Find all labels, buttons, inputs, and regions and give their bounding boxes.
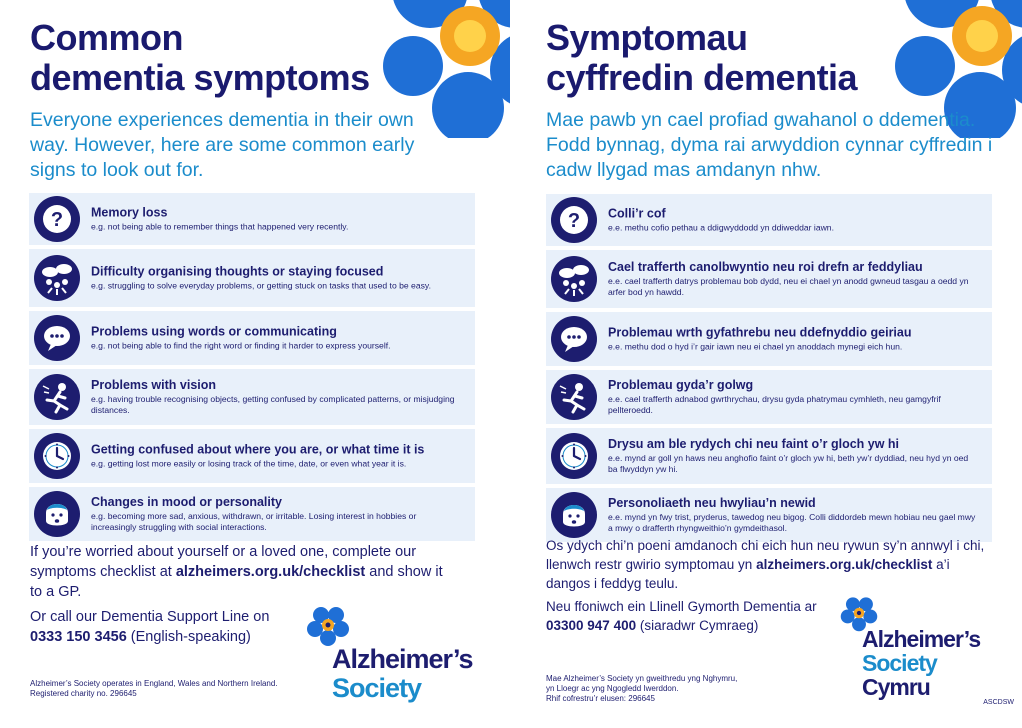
symptom-title: Personoliaeth neu hwyliau’n newid: [608, 496, 816, 510]
checklist-post: a’i dangos i feddyg teulu.: [546, 557, 950, 591]
symptom-row-organising: [546, 250, 992, 308]
logo-word-cymru: Cymru: [862, 674, 930, 700]
symptom-row-time: [29, 429, 475, 483]
symptom-desc: e.e. methu dod o hyd i’r gair iawn neu ei chael yn anoddach mynegi eich hun.: [608, 341, 903, 352]
checklist-post: and show it to a GP.: [30, 564, 443, 600]
forget-me-not-logo-icon: [305, 602, 351, 648]
symptom-row-words: [29, 311, 475, 365]
symptom-desc: e.g. having trouble recognising objects, getting confused by complicated patterns, or misjudging distances.: [91, 394, 455, 415]
support-line-number[interactable]: 03300 947 400: [546, 618, 637, 633]
symptom-title: Colli’r cof: [608, 206, 666, 221]
reference-code: ASCDSW: [983, 699, 1014, 706]
worried-face-icon: [551, 492, 597, 538]
symptom-desc: e.g. becoming more sad, anxious, withdrawn, or irritable. Losing interest in hobbies or increasingly struggling with social interactions.: [91, 511, 417, 532]
small-print-line: yn Lloegr ac yng Ngogledd Iwerddon.: [546, 684, 679, 693]
checklist-link[interactable]: alzheimers.org.uk/checklist: [756, 557, 933, 572]
support-line-post: (English-speaking): [126, 629, 251, 645]
symptom-title: Problemau gyda’r golwg: [608, 378, 754, 392]
support-line-post: (siaradwr Cymraeg): [636, 618, 759, 633]
small-print-line: Mae Alzheimer’s Society yn gweithredu yng Nghymru,: [546, 674, 738, 683]
symptom-title: Drysu am ble rydych chi neu faint o’r gloch yw hi: [608, 437, 900, 451]
symptom-title: Getting confused about where you are, or what time it is: [91, 442, 425, 457]
symptom-desc: e.g. not being able to find the right word or finding it harder to express yourself.: [91, 340, 391, 351]
title-line-1: Common: [30, 17, 183, 58]
symptom-list: [29, 193, 475, 545]
small-print-line: Registered charity no. 296645: [30, 689, 137, 698]
logo-word-alzheimers: Alzheimer’s: [862, 626, 981, 652]
symptom-title: Difficulty organising thoughts or staying focused: [91, 264, 384, 279]
clock-icon: [34, 433, 80, 479]
support-line-text: [546, 597, 836, 635]
svg-text:?: ?: [567, 210, 581, 232]
checklist-pre: If you’re worried about yourself or a loved one, complete our symptoms checklist at: [30, 544, 417, 580]
symptom-title: Problems with vision: [91, 378, 217, 392]
support-line-pre: Or call our Dementia Support Line on: [30, 609, 270, 625]
support-line-pre: Neu ffoniwch ein Llinell Gymorth Dementia ar: [546, 599, 817, 614]
svg-text:?: ?: [50, 209, 64, 231]
symptom-list: [546, 194, 992, 546]
alzheimers-society-cymru-logo: [836, 593, 1006, 708]
logo-word-alzheimers: Alzheimer’s: [332, 644, 473, 674]
question-mark-icon: [34, 196, 80, 242]
symptom-row-memory: [546, 194, 992, 246]
symptom-row-vision: [546, 370, 992, 424]
page-title: [546, 18, 857, 98]
symptom-row-time: [546, 428, 992, 484]
logo-word-society: Society: [862, 650, 937, 676]
checklist-link[interactable]: alzheimers.org.uk/checklist: [175, 564, 366, 580]
logo-word-society: Society: [332, 673, 422, 703]
falling-person-icon: [34, 374, 80, 420]
worried-face-icon: [34, 491, 80, 537]
checklist-pre: Os ydych chi’n poeni amdanoch chi eich hun neu rywun sy’n annwyl i chi, llenwch restr gwirio symptomau yn: [546, 538, 985, 572]
symptom-desc: e.g. not being able to remember things that happened very recently.: [91, 221, 349, 232]
symptom-row-mood: [29, 487, 475, 541]
alzheimers-society-logo: [305, 602, 485, 712]
symptom-title: Problemau wrth gyfathrebu neu ddefnyddio geiriau: [608, 325, 912, 340]
symptom-desc: e.e. mynd ar goll yn haws neu anghofio faint o’r gloch yw hi, beth yw’r dyddiad, neu hyd yn oed ba flwyddyn yw hi.: [608, 453, 969, 474]
symptom-row-words: [546, 312, 992, 366]
title-line-2: cyffredin dementia: [546, 57, 858, 98]
support-line-text: [30, 607, 295, 647]
speech-bubble-icon: [551, 316, 597, 362]
registration-text: [546, 674, 737, 704]
symptom-desc: e.e. cael trafferth adnabod gwrthrychau, drysu gyda phatrymau cymhleth, neu gamgyfrif pellteroedd.: [608, 394, 941, 415]
welsh-poster: [516, 0, 1022, 728]
symptom-title: Changes in mood or personality: [91, 495, 282, 509]
checklist-text: [30, 542, 445, 602]
thought-clouds-icon: [551, 256, 597, 302]
symptom-row-memory: [29, 193, 475, 245]
symptom-desc: e.e. cael trafferth datrys problemau bob dydd, neu ei chael yn anodd gwneud tasgau a oedd yn arfer bod yn hawdd.: [608, 276, 969, 297]
symptom-desc: e.e. mynd yn fwy trist, pryderus, tawedog neu bigog. Colli diddordeb mewn hobiau neu gael mwy a mwy o drafferth rhyngweithio’n gymdeithasol.: [608, 512, 976, 533]
symptom-desc: e.g. struggling to solve everyday problems, or getting stuck on tasks that used to be easy.: [91, 280, 431, 291]
intro-text: Everyone experiences dementia in their own way. However, here are some common early signs to look out for.: [30, 109, 415, 181]
question-mark-icon: [551, 197, 597, 243]
small-print-line: Alzheimer’s Society operates in England, Wales and Northern Ireland.: [30, 679, 278, 688]
symptom-desc: e.e. methu cofio pethau a ddigwyddodd yn ddiweddar iawn.: [608, 222, 834, 233]
registration-text: [30, 679, 278, 699]
thought-clouds-icon: [34, 255, 80, 301]
english-poster: [0, 0, 510, 728]
symptom-title: Cael trafferth canolbwyntio neu roi drefn ar feddyliau: [608, 260, 923, 274]
symptom-row-vision: [29, 369, 475, 425]
symptom-title: Memory loss: [91, 205, 168, 220]
support-line-number[interactable]: 0333 150 3456: [30, 629, 127, 645]
symptom-row-organising: [29, 249, 475, 307]
title-line-1: Symptomau: [546, 17, 748, 58]
symptom-title: Problems using words or communicating: [91, 324, 337, 339]
intro-text: Mae pawb yn cael profiad gwahanol o ddementia. Fodd bynnag, dyma rai arwyddion cynnar cyffredin i cadw llygad mas amdanyn nhw.: [546, 109, 993, 181]
symptom-row-mood: [546, 488, 992, 542]
small-print-line: Rhif cofrestru’r elusen: 296645: [546, 694, 655, 703]
speech-bubble-icon: [34, 315, 80, 361]
page-title: [30, 18, 370, 98]
checklist-text: [546, 536, 996, 593]
title-line-2: dementia symptoms: [30, 57, 370, 98]
symptom-desc: e.g. getting lost more easily or losing track of the time, date, or even what year it is.: [91, 458, 407, 469]
clock-icon: [551, 433, 597, 479]
falling-person-icon: [551, 374, 597, 420]
